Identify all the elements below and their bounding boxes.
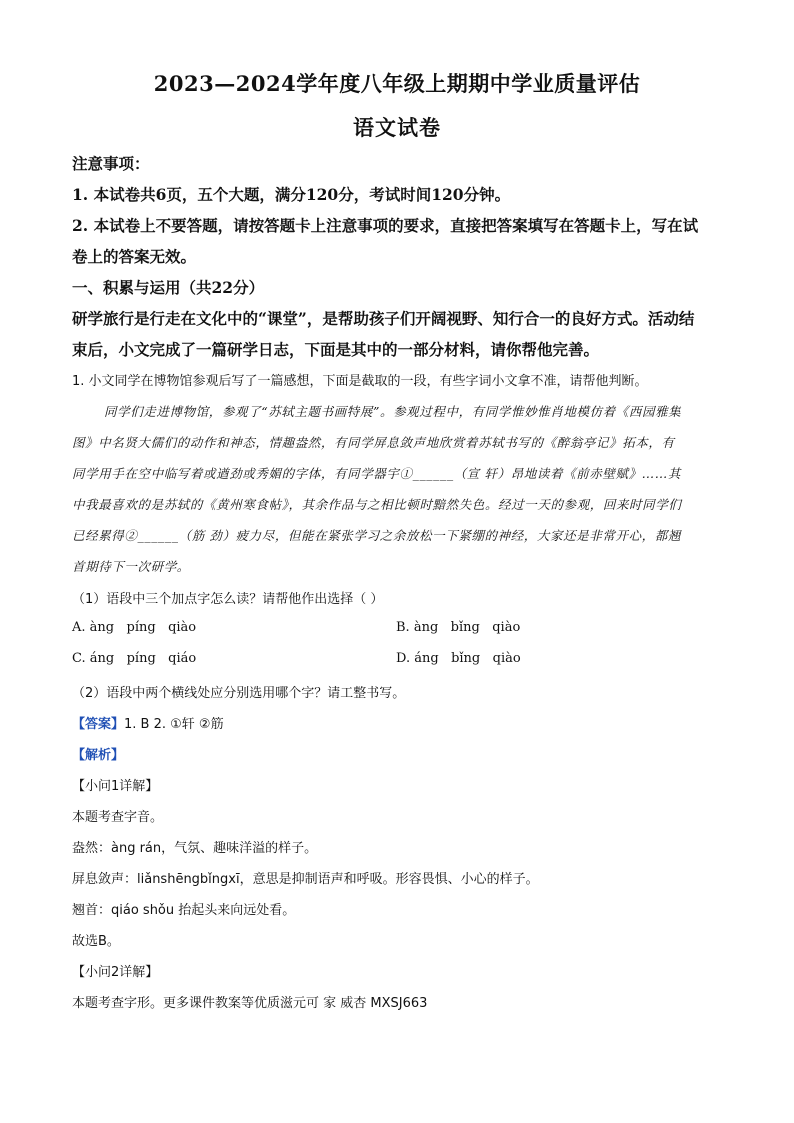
notes-item-2-line-1: 2. 本试卷上不要答题，请按答题卡上注意事项的要求，直接把答案填写在答题卡上，写在试 [72, 216, 699, 235]
passage-line-5: 已经累得②______（筋 劲）疲力尽，但能在紧张学习之余放松一下紧绷的神经，大家还是非常开心，都翘 [72, 528, 681, 543]
q1-detail-line-1: 本题考查字音。 [72, 810, 164, 825]
question-1-stem: 1. 小文同学在博物馆参观后写了一篇感想，下面是截取的一段，有些字词小文拿不准，请帮他判断。 [72, 374, 648, 389]
option-b: B. àng bǐng qiào [396, 620, 521, 635]
option-c: C. áng píng qiáo [72, 651, 197, 666]
q2-detail-heading: 【小问2详解】 [72, 965, 159, 980]
passage-line-6: 首期待下一次研学。 [72, 559, 190, 574]
passage-line-1: 同学们走进博物馆，参观了“苏轼主题书画特展”。参观过程中，有同学惟妙惟肖地模仿着《西园雅集 [104, 404, 682, 419]
analysis-label: 【解析】 [72, 748, 125, 763]
passage-line-3: 同学用手在空中临写着或遒劲或秀媚的字体，有同学器宇①______（宣 轩）昂地读着《前赤壁赋》……其 [72, 466, 681, 481]
sub-question-2: （2）语段中两个横线处应分别选用哪个字？请工整书写。 [72, 686, 406, 701]
answer-line [72, 713, 224, 732]
section-1-heading: 一、积累与运用（共22分） [72, 278, 265, 297]
q1-detail-line-4: 翘首：qiáo shǒu 抬起头来向远处看。 [72, 903, 296, 918]
exam-title: 2023—2024学年度八年级上期期中学业质量评估 [153, 71, 641, 96]
notes-heading: 注意事项： [72, 154, 150, 173]
q1-detail-line-5: 故选B。 [72, 934, 120, 949]
exam-subtitle: 语文试卷 [353, 115, 441, 140]
option-d: D. áng bǐng qiào [396, 651, 521, 666]
option-a: A. àng píng qiào [72, 620, 197, 635]
sub-question-1: （1）语段中三个加点字怎么读？请帮他作出选择（ ） [72, 592, 384, 607]
section-1-intro-line-2: 束后，小文完成了一篇研学日志，下面是其中的一部分材料，请你帮他完善。 [72, 340, 600, 359]
passage-line-4: 中我最喜欢的是苏轼的《黄州寒食帖》，其余作品与之相比顿时黯然失色。经过一天的参观，回来时同学们 [72, 497, 682, 512]
notes-item-1: 1. 本试卷共6页，五个大题，满分120分，考试时间120分钟。 [72, 185, 511, 204]
section-1-intro-line-1: 研学旅行是行走在文化中的“课堂”，是帮助孩子们开阔视野、知行合一的良好方式。活动结 [72, 309, 695, 328]
answer-text: 1. B 2. ①轩 ②筋 [124, 717, 224, 732]
q1-detail-line-3: 屏息敛声：liǎnshēngbǐngxī，意思是抑制语声和呼吸。形容畏惧、小心的样子。 [72, 872, 539, 887]
q1-detail-heading: 【小问1详解】 [72, 779, 159, 794]
passage-line-2: 图》中名贤大儒们的动作和神态，情趣盎然，有同学屏息敛声地欣赏着苏轼书写的《醉翁亭记》拓本，有 [72, 435, 675, 450]
answer-label: 【答案】 [72, 717, 125, 732]
q1-detail-line-2: 盎然：àng rán，气氛、趣味洋溢的样子。 [72, 841, 318, 856]
notes-item-2-line-2: 卷上的答案无效。 [72, 247, 197, 266]
q2-detail-line-1: 本题考查字形。更多课件教案等优质滋元可 家 威杏 MXSJ663 [72, 996, 428, 1011]
